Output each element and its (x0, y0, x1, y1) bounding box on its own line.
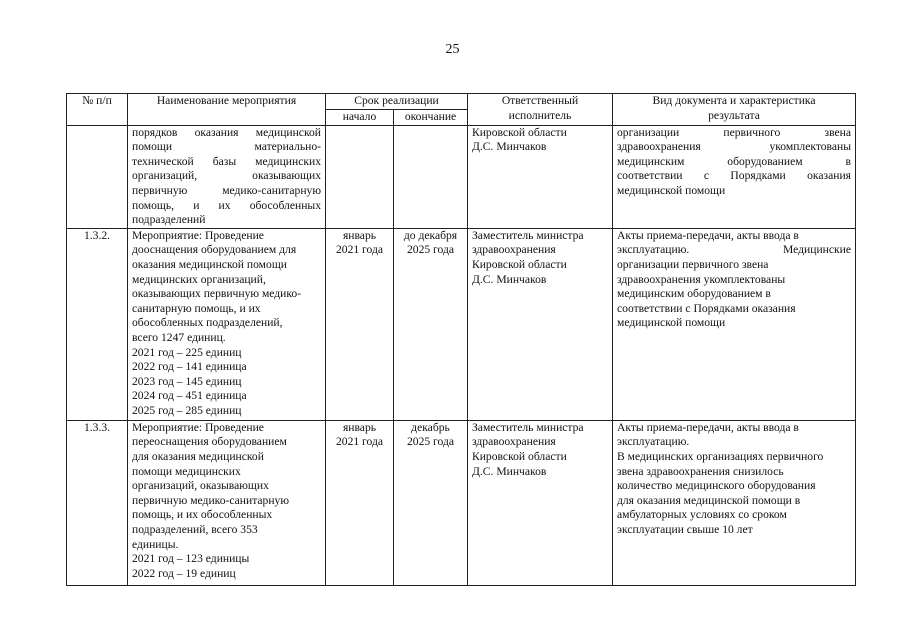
start-date (326, 125, 394, 228)
header-end: окончание (394, 110, 468, 126)
row-number (67, 125, 128, 228)
start-date: январь 2021 года (326, 420, 394, 585)
activities-table (66, 93, 856, 586)
result: Акты приема-передачи, акты ввода в эксплуатацию. Медицинские организации первичного звена здравоохранения укомплектованы медицинским оборудованием в соответствии с Порядками оказания медицинской помощи (613, 228, 856, 420)
header-start: начало (326, 110, 394, 126)
table-row (67, 228, 856, 420)
header-executor: Ответственный исполнитель (468, 94, 613, 126)
executor: Заместитель министра здравоохранения Кировской области Д.С. Минчаков (468, 228, 613, 420)
header-number: № п/п (67, 94, 128, 126)
result: Акты приема-передачи, акты ввода в эксплуатацию. В медицинских организациях первичного звена здравоохранения снизилось количество медицинского оборудования для оказания медицинской помощи в амбулаторных условиях со сроком эксплуатации свыше 10 лет (613, 420, 856, 585)
row-number: 1.3.2. (67, 228, 128, 420)
activity-name: Мероприятие: Проведение дооснащения оборудованием для оказания медицинской помощи медицинских организаций, оказывающих первичную медико- санитарную помощь, и их обособленных подразделений, всего 1247 единиц. 2021 год – 225 единиц 2022 год – 141 единица 2023 год – 145 единиц 2024 год – 451 единица 2025 год – 285 единиц (128, 228, 326, 420)
table-row (67, 420, 856, 585)
table-row (67, 125, 856, 228)
end-date (394, 125, 468, 228)
header-term: Срок реализации (326, 94, 468, 110)
executor: Кировской области Д.С. Минчаков (468, 125, 613, 228)
header-result: Вид документа и характеристика результата (613, 94, 856, 126)
start-date: январь 2021 года (326, 228, 394, 420)
page-number: 25 (445, 42, 460, 57)
executor: Заместитель министра здравоохранения Кировской области Д.С. Минчаков (468, 420, 613, 585)
result: организации первичного звена здравоохранения укомплектованы медицинским оборудованием в соответствии с Порядками оказания медицинской помощи (613, 125, 856, 228)
activity-name: Мероприятие: Проведение переоснащения оборудованием для оказания медицинской помощи медицинских организаций, оказывающих первичную медико-санитарную помощь, и их обособленных подразделений, всего 353 единицы. 2021 год – 123 единицы 2022 год – 19 единиц (128, 420, 326, 585)
activity-name: порядков оказания медицинской помощи материально- технической базы медицинских организаций, оказывающих первичную медико-санитарную помощь, и их обособленных подразделений (128, 125, 326, 228)
row-number: 1.3.3. (67, 420, 128, 585)
end-date: декабрь 2025 года (394, 420, 468, 585)
header-activity-name: Наименование мероприятия (128, 94, 326, 126)
end-date: до декабря 2025 года (394, 228, 468, 420)
